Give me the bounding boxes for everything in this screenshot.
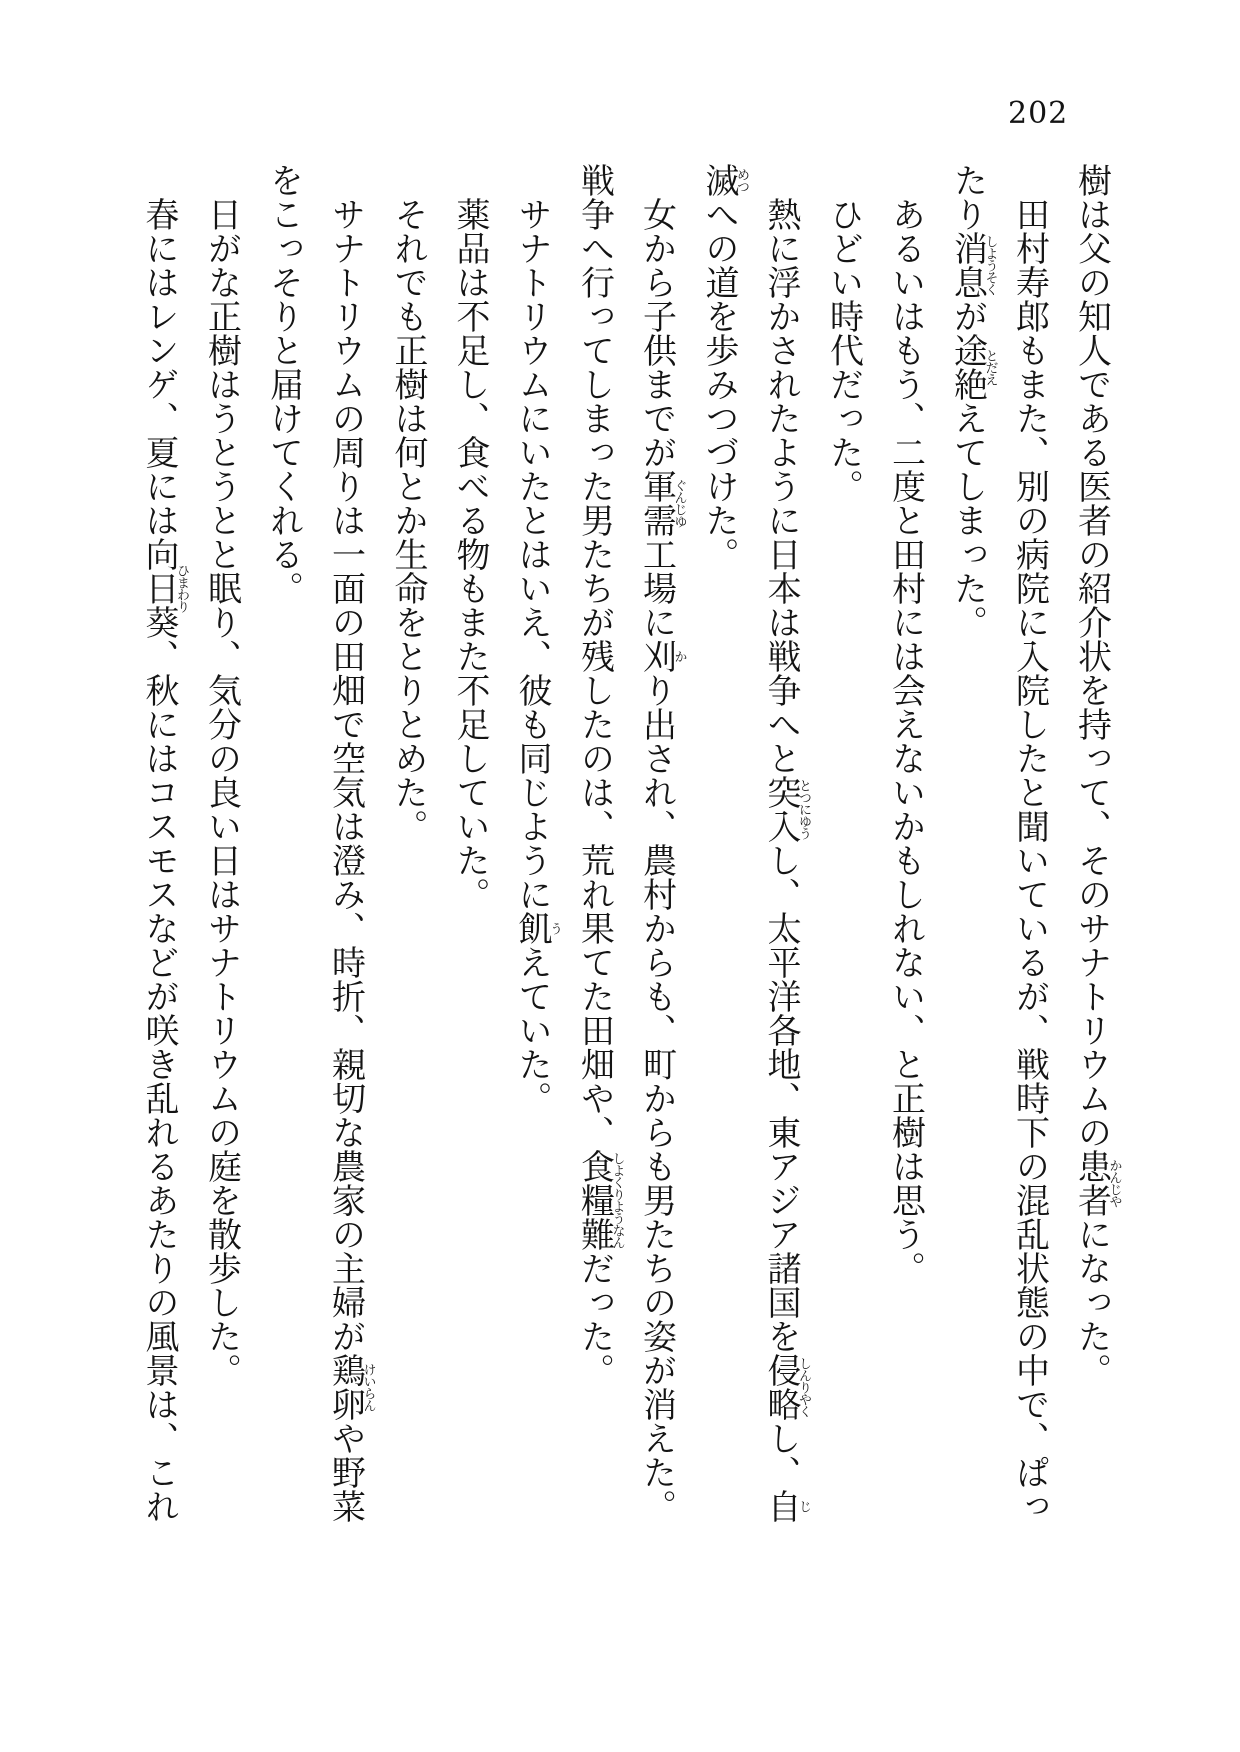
paragraph: あるいはもう、二度と田村には会えないかもしれない、と正樹は思う。 — [886, 197, 924, 1285]
ruby-annotated-word: 侵略しんりやく — [762, 1353, 812, 1421]
ruby-annotated-word: 向日葵ひまわり — [140, 537, 190, 639]
ruby-annotated-word: 患者かんじや — [1072, 1149, 1123, 1217]
paragraph: 田村寿郎もまた、別の病院に入院したと聞いているが、戦時下の混乱状態の中で、ぱったり消息しようそくが途絶とだええてしまった。 — [948, 163, 1048, 1523]
page-number: 202 — [1008, 96, 1069, 131]
paragraph: サナトリウムの周りは一面の田畑で空気は澄み、時折、親切な農家の主婦が鶏卵けいらんや野菜をこっそりと届けてくれる。 — [264, 163, 377, 1523]
ruby-annotated-word: 滅めつ — [700, 163, 750, 197]
paragraph: 樹は父の知人である医者の紹介状を持って、そのサナトリウムの患者かんじやになった。 — [1072, 163, 1123, 1387]
ruby-annotated-word: 軍需ぐんじゆ — [637, 469, 688, 537]
paragraph: サナトリウムにいたとはいえ、彼も同じように飢うえていた。 — [513, 197, 563, 1115]
ruby-annotated-word: 自じ — [762, 1489, 812, 1523]
ruby-annotated-word: 消息しようそく — [948, 231, 999, 299]
ruby-annotated-word: 突入とつにゆう — [762, 775, 812, 843]
ruby-annotated-word: 飢う — [513, 911, 563, 945]
paragraph: 日がな正樹はうとうとと眠り、気分の良い日はサナトリウムの庭を散歩した。 — [202, 197, 240, 1387]
ruby-annotated-word: 刈か — [637, 639, 688, 673]
paragraph: それでも正樹は何とか生命をとりとめた。 — [389, 197, 426, 843]
ruby-annotated-word: 食糧難しよくりようなん — [575, 1149, 626, 1251]
paragraph: 熱に浮かされたように日本は戦争へと突入とつにゆうし、太平洋各地、東アジア諸国を侵略しんりやくし、自じ滅めつへの道を歩みつづけた。 — [700, 163, 812, 1523]
ruby-annotated-word: 鶏卵けいらん — [326, 1353, 377, 1421]
paragraph: ひどい時代だった。 — [824, 197, 862, 503]
paragraph: 女から子供までが軍需ぐんじゆ工場に刈かり出され、農村からも、町からも男たちの姿が消えた。戦争へ行ってしまった男たちが残したのは、荒れ果てた田畑や、食糧難しよくりようなんだった。 — [575, 163, 688, 1523]
paragraph: 春にはレンゲ、夏には向日葵ひまわり、秋にはコスモスなどが咲き乱れるあたりの風景は、これ — [140, 197, 190, 1523]
ruby-annotated-word: 途絶とだえ — [948, 333, 999, 401]
text-block — [127, 163, 1122, 1528]
paragraph: 薬品は不足し、食べる物もまた不足していた。 — [451, 197, 488, 911]
